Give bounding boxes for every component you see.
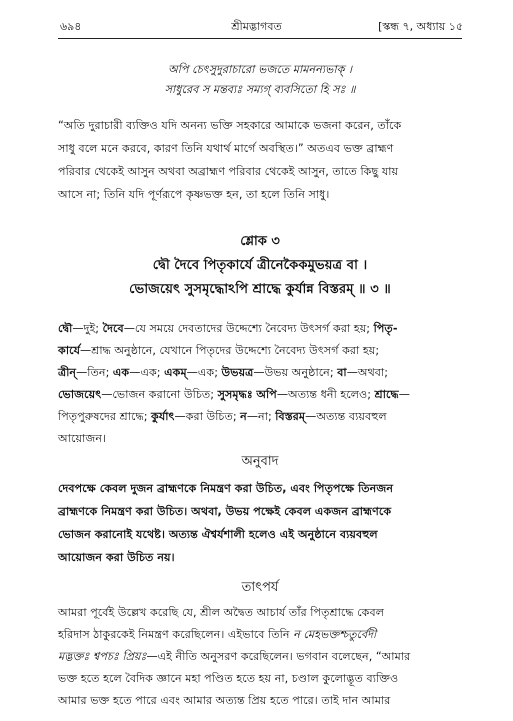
quoted-verse: [58, 60, 462, 100]
translation-line: আয়োজন করা উচিত নয়।: [58, 551, 175, 564]
text-run: —ভোজন করানো উচিত;: [101, 388, 218, 401]
purport-line: [58, 624, 462, 646]
translation-line: ভোজন করানোই যথেষ্ট। অত্যন্ত ঐশ্বর্যশালী হলেও এই অনুষ্ঠানে ব্যয়বহুল: [58, 528, 378, 541]
translation-line: দেবপক্ষে কেবল দুজন ব্রাহ্মণকে নিমন্ত্রণ করা উচিত, এবং পিতৃপক্ষে তিনজন: [58, 482, 394, 495]
text-run: আমার ভক্ত হতে পারে এবং আমার অত্যন্ত প্রিয় হতে পারে। তাই দান আমার: [58, 694, 391, 707]
chapter-reference: [স্কন্ধ ৭, অধ্যায় ১৫: [378, 20, 463, 33]
page-header: [0, 18, 513, 34]
text-run: —অত্যন্ত ধনী হলেও;: [276, 388, 375, 401]
bold-term: একম্: [164, 366, 187, 379]
quote-translation-line: “অতি দুরাচারী ব্যক্তিও যদি অনন্য ভক্তি সহকারে আমাকে ভজনা করেন, তাঁকে: [58, 119, 402, 132]
bold-term: কার্যে: [58, 344, 81, 357]
quote-translation-line: আসে না; তিনি যদি পূর্ণরূপে কৃষ্ণভক্ত হন, তা হলে তিনি সাধু।: [58, 188, 330, 201]
text-run: ভক্ত হতে হলে বৈদিক জ্ঞানে মহা পণ্ডিত হতে হয় না, চণ্ডাল কুলোদ্ভূত ব্যক্তিও: [58, 672, 399, 685]
text-run: আয়োজন।: [58, 432, 107, 445]
purport-line: [58, 668, 462, 690]
bold-term: কুর্যাৎ: [151, 410, 175, 423]
text-run: —যে সময়ে দেবতাদের উদ্দেশ্যে নৈবেদ্য উৎসর্গ করা হয়;: [123, 322, 374, 335]
header-rule: [58, 38, 462, 39]
bold-term: দ্বৌ: [58, 322, 73, 335]
italic-quote: ন মেহভক্তশ্চতুর্বেদী: [293, 628, 377, 641]
book-title: শ্রীমদ্ভাগবত: [231, 20, 282, 33]
synonym-line: [58, 340, 462, 362]
bold-term: উভয়ত্র: [221, 366, 254, 379]
bold-term: অপি: [256, 388, 277, 401]
text-run: —করা উচিত;: [174, 410, 241, 423]
text-run: —উভয় অনুষ্ঠানে;: [253, 366, 338, 379]
quote-translation-line: পরিবার থেকেই আসুন অথবা অব্রাহ্মণ পরিবার থেকেই আসুন, তাতে কিছু যায়: [58, 165, 399, 178]
sloka-verse: [58, 254, 462, 302]
text-run: আমরা পূর্বেই উল্লেখ করেছি যে, শ্রীল অদ্বৈত আচার্য তাঁর পিতৃশ্রাদ্ধে কেবল: [58, 606, 385, 619]
bold-term: বিস্তরম্: [275, 410, 306, 423]
text-run: —: [398, 388, 410, 401]
synonym-line: [58, 318, 462, 340]
purport: [58, 602, 462, 712]
sloka-verse-line: ভোজয়েৎ সুসমৃদ্ধোঽপি শ্রাদ্ধে কুর্যান্ন বিস্তরম্ ॥ ৩ ॥: [129, 282, 391, 297]
bold-term: ভোজয়েৎ: [58, 388, 102, 401]
bold-term: বা: [337, 366, 347, 379]
quote-translation: [58, 114, 462, 206]
text-run: —দুই;: [72, 322, 103, 335]
text-run: —এক;: [129, 366, 165, 379]
quoted-verse-line: অপি চেৎসুদুরাচারো ভজতে মামনন্যভাক্ ।: [167, 63, 352, 76]
sloka-verse-line: দ্বৌ দৈবে পিতৃকার্যে ত্রীনেকৈকমুভয়ত্র বা ।: [152, 258, 368, 273]
purport-line: [58, 602, 462, 624]
text-run: —এই নীতি অনুসরণ করেছিলেন। ভগবান বলেছেন, “আমার: [146, 650, 411, 663]
bold-term: পিতৃ-: [373, 322, 398, 335]
text-run: —অত্যন্ত ব্যয়বহুল: [305, 410, 387, 423]
purport-line: [58, 690, 462, 712]
bold-term: শ্রাদ্ধে: [374, 388, 399, 401]
text-run: —এক;: [186, 366, 222, 379]
quoted-verse-line: সাধুরেব স মন্তব্যঃ সম্যগ্ ব্যবসিতো হি সঃ ॥: [164, 83, 356, 96]
text-run: —অথবা;: [346, 366, 389, 379]
bold-term: ন: [240, 410, 247, 423]
bold-term: ত্রীন্: [58, 366, 77, 379]
text-run: —না;: [246, 410, 276, 423]
synonym-line: [58, 406, 462, 428]
bold-term: সুসমৃদ্ধঃ: [217, 388, 253, 401]
text-run: —শ্রাদ্ধ অনুষ্ঠানে, যেখানে পিতৃদের উদ্দেশ্যে নৈবেদ্য উৎসর্গ করা হয়;: [80, 344, 380, 357]
text-run: পিতৃপুরুষদের শ্রাদ্ধে;: [58, 410, 152, 423]
text-run: হরিদাস ঠাকুরকেই নিমন্ত্রণ করেছিলেন। এইভাবে তিনি: [58, 628, 294, 641]
synonym-line: [58, 384, 462, 406]
translation-line: ব্রাহ্মণকে নিমন্ত্রণ করা উচিত। অথবা, উভয় পক্ষেই কেবল একজন ব্রাহ্মণকে: [58, 505, 392, 518]
quote-translation-line: সাধু বলে মনে করবে, কারণ তিনি যথার্থ মার্গে অবস্থিত।” অতএব ভক্ত ব্রাহ্মণ: [58, 142, 394, 155]
page-number: ৬৯৪: [60, 20, 82, 33]
translation-heading: অনুবাদ: [241, 454, 279, 469]
synonym-line: [58, 428, 462, 450]
purport-line: [58, 646, 462, 668]
italic-quote: মদ্ভক্তঃ শ্বপচঃ প্রিয়ঃ: [58, 650, 147, 663]
translation: [58, 477, 462, 569]
bold-term: এক: [112, 366, 130, 379]
bold-term: দৈবে: [102, 322, 124, 335]
synonym-line: [58, 362, 462, 384]
text-run: —তিন;: [76, 366, 113, 379]
sloka-heading: শ্লোক ৩: [240, 234, 280, 249]
purport-heading: তাৎপর্য: [241, 580, 279, 595]
synonyms: [58, 318, 462, 450]
